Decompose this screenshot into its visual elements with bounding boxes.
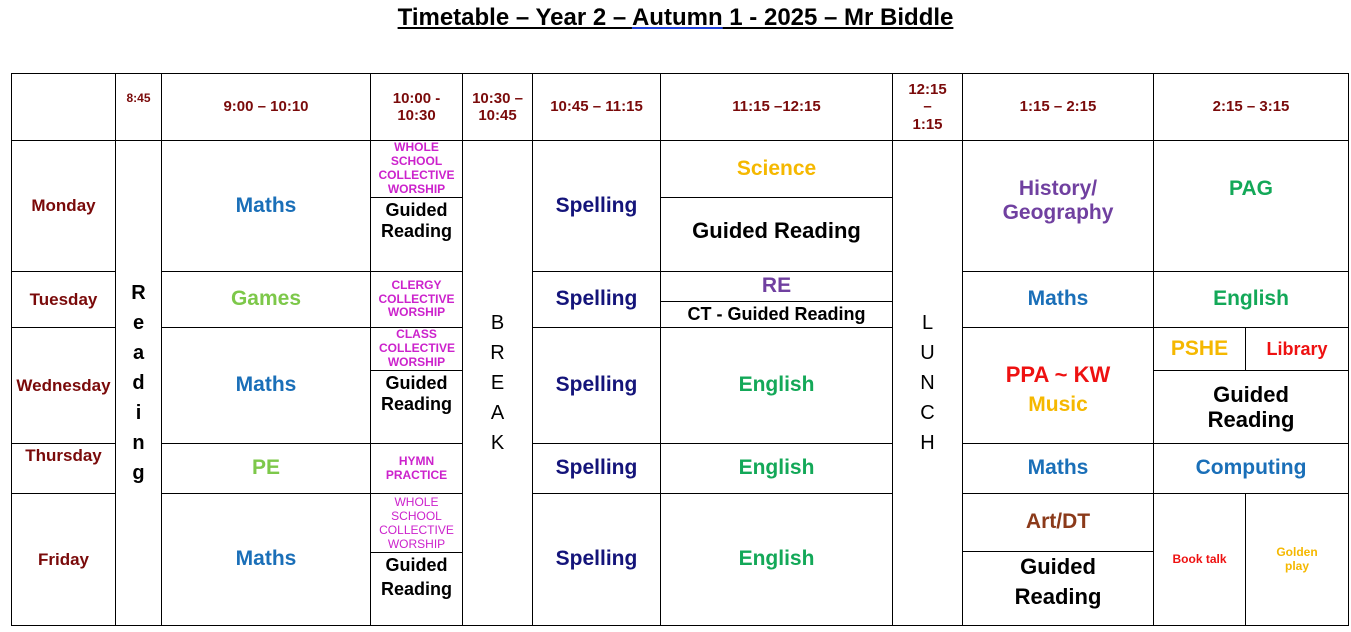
reading-letter: g	[132, 462, 145, 484]
monday-worship: WHOLE SCHOOL COLLECTIVE WORSHIP	[371, 141, 463, 198]
lunch-column	[893, 141, 963, 626]
title-part-3: 1 - 2025 – Mr Biddle	[722, 4, 954, 31]
monday-history-geography: History/ Geography	[963, 141, 1154, 272]
friday-worship-cell	[371, 494, 463, 626]
thursday-hymn-practice: HYMN PRACTICE	[371, 444, 463, 494]
lunch-vertical-text	[893, 308, 962, 458]
reading-letter: e	[132, 312, 145, 334]
header-8-45: 8:45	[116, 74, 162, 141]
monday-science: Science	[661, 141, 893, 198]
reading-letter: i	[135, 402, 142, 424]
corner-cell	[12, 74, 116, 141]
reading-column	[116, 141, 162, 626]
lunch-letter: N	[920, 372, 935, 394]
thursday-spelling: Spelling	[533, 444, 661, 494]
friday-golden-play: Golden play	[1246, 494, 1349, 626]
monday-spelling: Spelling	[533, 141, 661, 272]
thursday-english: English	[661, 444, 893, 494]
lunch-letter: H	[920, 432, 935, 454]
reading-letter: a	[132, 342, 145, 364]
day-wednesday: Wednesday	[12, 328, 116, 444]
monday-maths: Maths	[162, 141, 371, 272]
wednesday-guided-reading-2: Guided Reading	[1154, 371, 1349, 444]
header-10-45: 10:45 – 11:15	[533, 74, 661, 141]
tuesday-maths: Maths	[963, 272, 1154, 328]
wednesday-ppa-music-cell	[963, 328, 1154, 444]
title-part-1: Timetable – Year 2 –	[397, 4, 632, 31]
wednesday-worship: CLASS COLLECTIVE WORSHIP	[371, 328, 463, 371]
wednesday-ppa: PPA ~ KW	[1005, 361, 1111, 387]
friday-art-cell	[963, 494, 1154, 626]
day-tuesday: Tuesday	[12, 272, 116, 328]
friday-english: English	[661, 494, 893, 626]
wednesday-pshe: PSHE	[1154, 328, 1246, 371]
wednesday-english: English	[661, 328, 893, 444]
page-title	[0, 4, 1351, 32]
friday-art-dt: Art/DT	[963, 494, 1153, 552]
timetable	[11, 73, 1349, 626]
friday-maths: Maths	[162, 494, 371, 626]
header-2-15: 2:15 – 3:15	[1154, 74, 1349, 141]
thursday-pe: PE	[162, 444, 371, 494]
break-letter: E	[490, 372, 505, 394]
friday-guided-reading-2: Guided Reading	[1014, 554, 1102, 609]
tuesday-ct-guided-reading: CT - Guided Reading	[661, 302, 893, 328]
break-column	[463, 141, 533, 626]
tuesday-worship: CLERGY COLLECTIVE WORSHIP	[371, 272, 463, 328]
break-letter: K	[490, 432, 505, 454]
wednesday-maths: Maths	[162, 328, 371, 444]
wednesday-guided-reading: Guided Reading	[371, 371, 463, 444]
header-11-15: 11:15 –12:15	[661, 74, 893, 141]
tuesday-spelling: Spelling	[533, 272, 661, 328]
title-part-2: Autumn	[631, 4, 723, 31]
day-monday: Monday	[12, 141, 116, 272]
lunch-letter: L	[921, 312, 934, 334]
break-letter: B	[490, 312, 505, 334]
header-9-00: 9:00 – 10:10	[162, 74, 371, 141]
header-10-30: 10:30 – 10:45	[463, 74, 533, 141]
wednesday-library: Library	[1246, 328, 1349, 371]
friday-guided-reading: Guided Reading	[380, 555, 452, 599]
friday-worship: WHOLE SCHOOL COLLECTIVE WORSHIP	[371, 494, 462, 553]
header-10-00: 10:00 - 10:30	[371, 74, 463, 141]
lunch-letter: C	[920, 402, 935, 424]
day-friday: Friday	[12, 494, 116, 626]
lunch-letter: U	[920, 342, 935, 364]
header-1-15: 1:15 – 2:15	[963, 74, 1154, 141]
thursday-maths: Maths	[963, 444, 1154, 494]
break-letter: A	[490, 402, 505, 424]
header-row	[12, 74, 1349, 141]
reading-letter: R	[131, 282, 146, 304]
reading-vertical-text	[116, 278, 161, 488]
monday-guided-reading: Guided Reading	[371, 198, 463, 272]
reading-letter: d	[132, 372, 145, 394]
wednesday-music: Music	[1028, 392, 1088, 416]
friday-spelling: Spelling	[533, 494, 661, 626]
monday-guided-reading-2: Guided Reading	[661, 198, 893, 272]
monday-pag: PAG	[1154, 141, 1349, 272]
wednesday-spelling: Spelling	[533, 328, 661, 444]
header-12-15: 12:15 – 1:15	[893, 74, 963, 141]
tuesday-english: English	[1154, 272, 1349, 328]
break-vertical-text	[463, 308, 532, 458]
tuesday-re: RE	[661, 272, 893, 302]
tuesday-games: Games	[162, 272, 371, 328]
break-letter: R	[490, 342, 505, 364]
reading-letter: n	[132, 432, 145, 454]
thursday-computing: Computing	[1154, 444, 1349, 494]
day-thursday: Thursday	[12, 444, 116, 494]
friday-book-talk: Book talk	[1154, 494, 1246, 626]
